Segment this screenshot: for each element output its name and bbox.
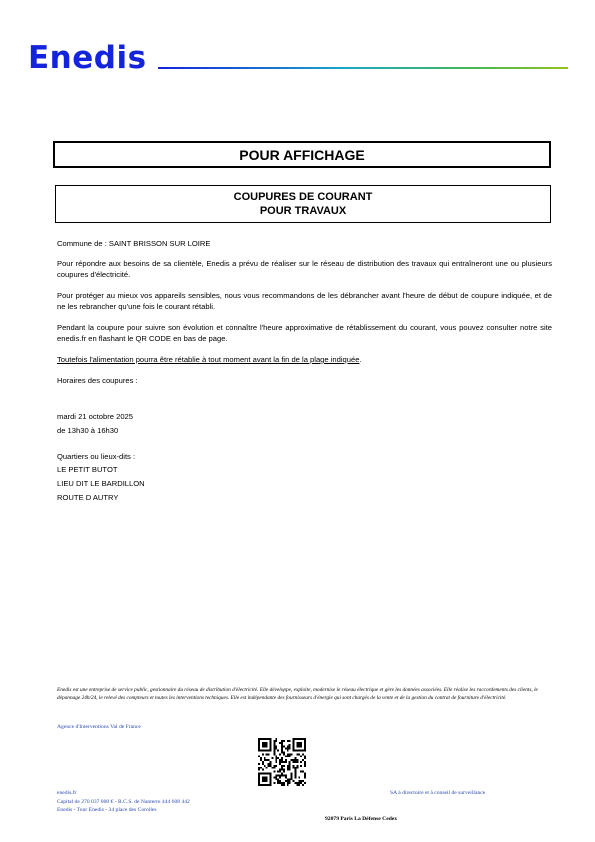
display-header-box [53, 141, 551, 168]
place-item: ROUTE D AUTRY [57, 493, 119, 502]
logo-text: Enedis [28, 40, 147, 74]
paragraph-1: Pour répondre aux besoins de sa clientèle, Enedis a prévu de réaliser sur le réseau de distribution des travaux qui entraîneront une ou plusieurs coupures d'électricité. [57, 259, 552, 279]
place-item: LIEU DIT LE BARDILLON [57, 479, 145, 488]
warning-period: . [359, 355, 362, 364]
display-header: POUR AFFICHAGE [239, 146, 365, 163]
website-link[interactable]: enedis.fr [57, 790, 77, 796]
address-line: Enedis - Tour Enedis - 34 place des Corolles [57, 807, 157, 813]
outage-date: mardi 21 octobre 2025 [57, 412, 133, 421]
title-box [55, 185, 551, 223]
paragraph-3: Pendant la coupure pour suivre son évolution et connaître l'heure approximative de rétablissement du courant, vous pouvez consulter notre site enedis.fr en flashant le QR CODE en bas de page. [57, 323, 552, 343]
place-item: LE PETIT BUTOT [57, 465, 118, 474]
commune-line: Commune de : SAINT BRISSON SUR LOIRE [57, 239, 211, 248]
logo-gradient-line [158, 67, 568, 69]
qr-code[interactable] [258, 738, 306, 786]
outage-time: de 13h30 à 16h30 [57, 426, 119, 435]
title-line-2: POUR TRAVAUX [259, 205, 347, 217]
enedis-logo-mark [28, 40, 156, 74]
title-line-1: COUPURES DE COURANT [233, 191, 373, 203]
schedule-label: Horaires des coupures : [57, 376, 138, 385]
paragraph-2: Pour protéger au mieux vos appareils sensibles, nous vous recommandons de les débrancher avant l'heure de début de coupure indiquée, et de ne les rebrancher qu'une fois le courant rétabli. [57, 291, 552, 311]
company-about: Enedis est une entreprise de service public, gestionnaire du réseau de distribution d'électricité. Elle développe, exploite, modernise le réseau électrique et gère les données associées. Elle réalise les raccordements des clients, le dépannage 24h/24, le relevé des compteurs et toutes les interventions techniques. Elle est indépendante des fournisseurs d'énergie qui sont chargés de la vente et de la gestion du contrat de fourniture d'électricité. [57, 687, 538, 701]
warning-line [57, 354, 362, 365]
city-line: 92079 Paris La Défense Cedex [325, 816, 398, 822]
capital-line: Capital de 270 037 000 € - R.C.S. de Nanterre 444 608 442 [57, 799, 190, 805]
places-label: Quartiers ou lieux-dits : [57, 452, 136, 461]
agency-name: Agence d'Interventions Val de France [57, 724, 141, 730]
warning-text: Toutefois l'alimentation pourra être rétablie à tout moment avant la fin de la plage indiquée [57, 355, 360, 364]
governance-line: SA à directoire et à conseil de surveillance [390, 790, 486, 796]
enedis-logo [28, 40, 156, 81]
